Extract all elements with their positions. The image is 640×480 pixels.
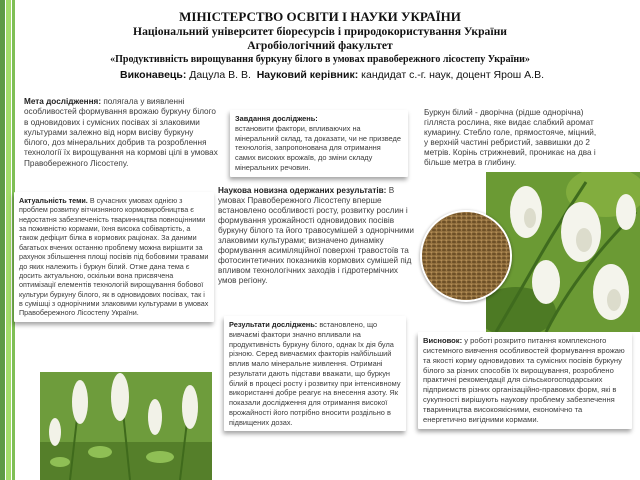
goal-title: Мета дослідження: [24, 97, 102, 106]
novelty-block [218, 186, 418, 286]
plant-block [424, 108, 600, 168]
topic-title: «Продуктивність вирощування буркуну білого в умовах правобережного лісостепу України» [110, 54, 530, 65]
relevance-block [14, 192, 214, 322]
supervisor-name: кандидат с.-г. наук, доцент Ярош А.В. [361, 69, 544, 81]
tasks-text: встановити фактори, впливаючих на мінеральний склад, та доказати, чи не призведе технологія, запропонована для отримання самих високих врожаїв, до зміни складу мінеральних речовин. [235, 123, 401, 172]
authors-line [120, 69, 544, 81]
plant-illustration [40, 372, 212, 480]
results-title: Результати досліджень: [229, 320, 318, 329]
tasks-title: Завдання досліджень: [235, 114, 318, 123]
university-title: Національний університет біоресурсів і природокористування України [133, 25, 507, 38]
performer-label: Виконавець: [120, 69, 187, 81]
performer-name: Дацула В. В. [189, 69, 251, 81]
plant-text: Буркун білий - дворічна (рідше однорічна) гілляста рослина, яке видає слабкий аромат кумарину. Стебло голе, прямостояче, міцний, у верхній частині ребристий, заввишки до 2 метрів. Корінь стрижневий, проникає на два і більше метра в глибину. [424, 108, 597, 167]
faculty-title: Агробіологічний факультет [247, 39, 393, 52]
conclusions-block [418, 332, 632, 429]
goal-block [24, 97, 220, 169]
novelty-text: В умовах Правобережного Лісостепу вперше встановлено особливості росту, розвитку рослин і формування урожайності одновидових посівів буркуну білого та його травосумішей з однорічними злаковими культурами; визначено динаміку формування асиміляційної поверхні травостоїв та фотосинтетичних показників кормових сумішей під впливом технологічних заходів і гідротермічних умов регіону. [218, 186, 414, 285]
ministry-title: МІНІСТЕРСТВО ОСВІТИ І НАУКИ УКРАЇНИ [179, 9, 461, 24]
seeds-illustration [422, 212, 512, 302]
decor-stripe-light [6, 0, 11, 480]
results-text: встановлено, що вивчаємі фактори значно впливали на продуктивність буркуну білого, однак їх дія була різною. Серед вивчаємих факторів найбільший вплив мало мінеральне живлення. Отримані результати дають підстави вважати, що буркун білий в процесі росту і розвитку при інтенсивному використанні добре реагує на внесення азоту. Як показали дослідження для отримання високої врожайності його потрібно вносити роздільно в підвищених дозах. [229, 320, 401, 427]
supervisor-label: Науковий керівник: [256, 69, 359, 81]
seeds-photo [420, 210, 512, 302]
tasks-block [230, 110, 408, 177]
conclusions-title: Висновок: [423, 336, 463, 345]
conclusions-text: у роботі розкрито питання комплексного системного вивчення особливостей формування врожаю та якості корму одновидових та сумісних посівів буркуну білого за різних способів їх вирощування, розроблено практичні рекомендації для сільськогосподарських підприємств різних організаційно-правових форм, які в сукупності вирішують наукову проблему забезпечення тваринництва високоякісними, економічно та енергетично вигідними кормами. [423, 336, 625, 424]
relevance-title: Актуальність теми. [19, 196, 88, 205]
relevance-text: В сучасних умовах однією з проблем розвитку вітчизняного кормовиробництва є недостатня забезпеченість тваринництва повноцінними за поживністю кормами, їхня висока собівартість, а також дефіцит білка в кормових раціонах. За даними багатьох вчених останню проблему можна вирішити за рахунок збільшення площі посівів під бобовими травами до яких належить і буркун білий. Отже дана тема є досить актуальною, оскільки вона присвячена оптимізації елементів технологій вирощування бобової культури буркуну білого, як в одновидових посівах, так і в сумішці з однорічними злаковими культурами в умовах Правобережного Лісостепу України. [19, 196, 209, 318]
goal-text: полягала у виявленні особливостей формування врожаю буркуну білого в одновидових і сумісних посівах зі злаковими культурами залежно від норм висіву буркуну білого, доз мінеральних добрив та розроблення технології їх вирощування на кормові цілі в умовах Правобережного Лісостепу. [24, 97, 218, 168]
sweet-clover-plant-photo [40, 372, 212, 480]
novelty-title: Наукова новизна одержаних результатів: [218, 186, 387, 195]
decor-stripe-dark [0, 0, 5, 480]
results-block [224, 316, 406, 431]
